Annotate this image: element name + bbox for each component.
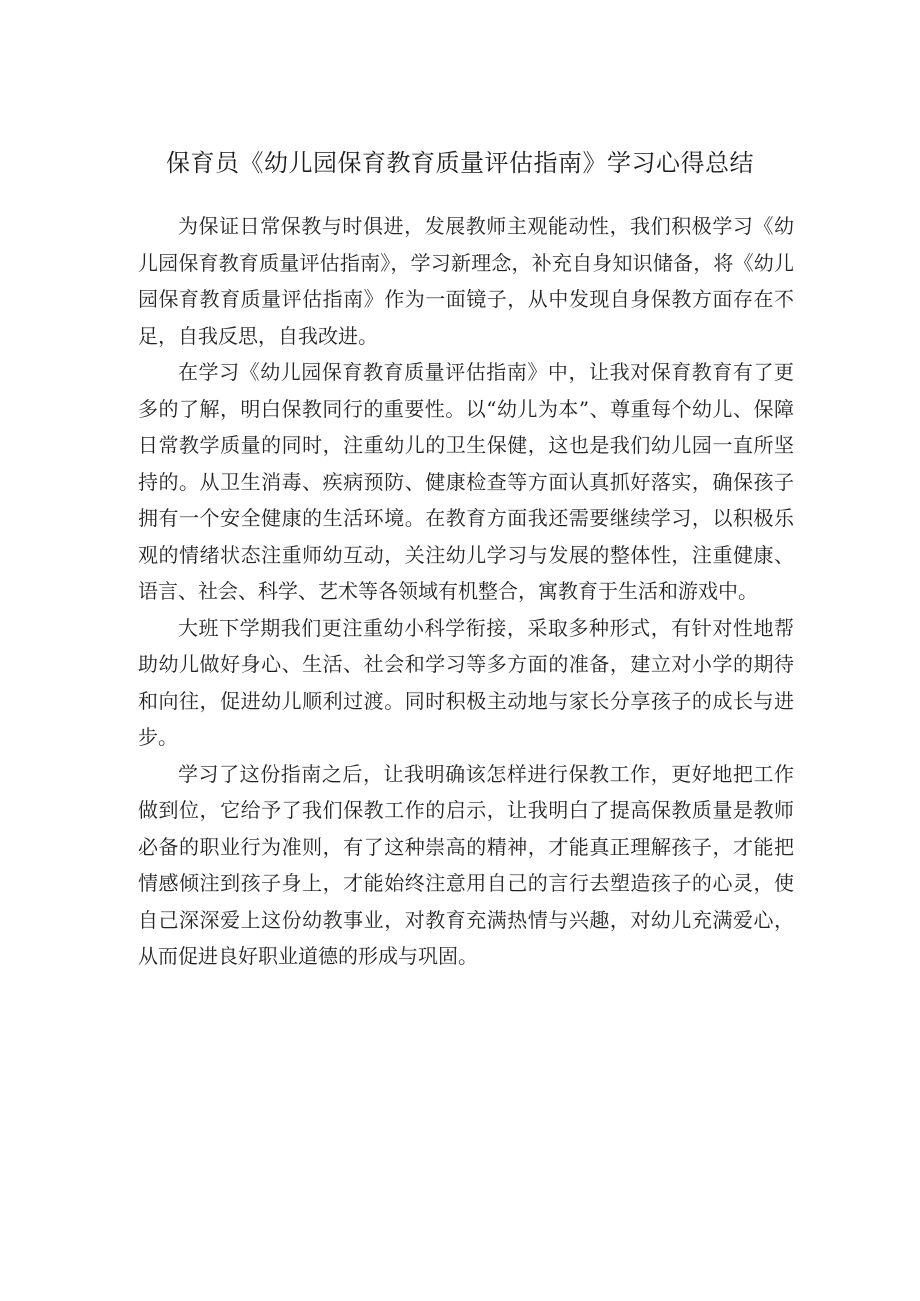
paragraph-3: 大班下学期我们更注重幼小科学衔接，采取多种形式，有针对性地帮助幼儿做好身心、生活、社会和学习等多方面的准备，建立对小学的期待和向往，促进幼儿顺利过渡。同时积极主动地与家长分享孩子的成长与进步。 (138, 615, 794, 749)
paragraph-2: 在学习《幼儿园保育教育质量评估指南》中，让我对保育教育有了更多的了解，明白保教同行的重要性。以“幼儿为本”、尊重每个幼儿、保障日常教学质量的同时，注重幼儿的卫生保健，这也是我们幼儿园一直所坚持的。从卫生消毒、疾病预防、健康检查等方面认真抓好落实，确保孩子拥有一个安全健康的生活环境。在教育方面我还需要继续学习，以积极乐观的情绪状态注重师幼互动，关注幼儿学习与发展的整体性，注重健康、语言、社会、科学、艺术等各领域有机整合，寓教育于生活和游戏中。 (138, 360, 794, 603)
paragraph-4: 学习了这份指南之后，让我明确该怎样进行保教工作，更好地把工作做到位，它给予了我们保教工作的启示，让我明白了提高保教质量是教师必备的职业行为准则，有了这种崇高的精神，才能真正理解孩子，才能把情感倾注到孩子身上，才能始终注意用自己的言行去塑造孩子的心灵，使自己深深爱上这份幼教事业，对教育充满热情与兴趣，对幼儿充满爱心，从而促进良好职业道德的形成与巩固。 (138, 761, 794, 968)
document-body (138, 208, 794, 975)
document-title: 保育员《幼儿园保育教育质量评估指南》学习心得总结 (166, 149, 754, 177)
paragraph-1: 为保证日常保教与时俱进，发展教师主观能动性，我们积极学习《幼儿园保育教育质量评估指南》，学习新理念，补充自身知识储备，将《幼儿园保育教育质量评估指南》作为一面镜子，从中发现自身保教方面存在不足，自我反思，自我改进。 (138, 214, 794, 348)
